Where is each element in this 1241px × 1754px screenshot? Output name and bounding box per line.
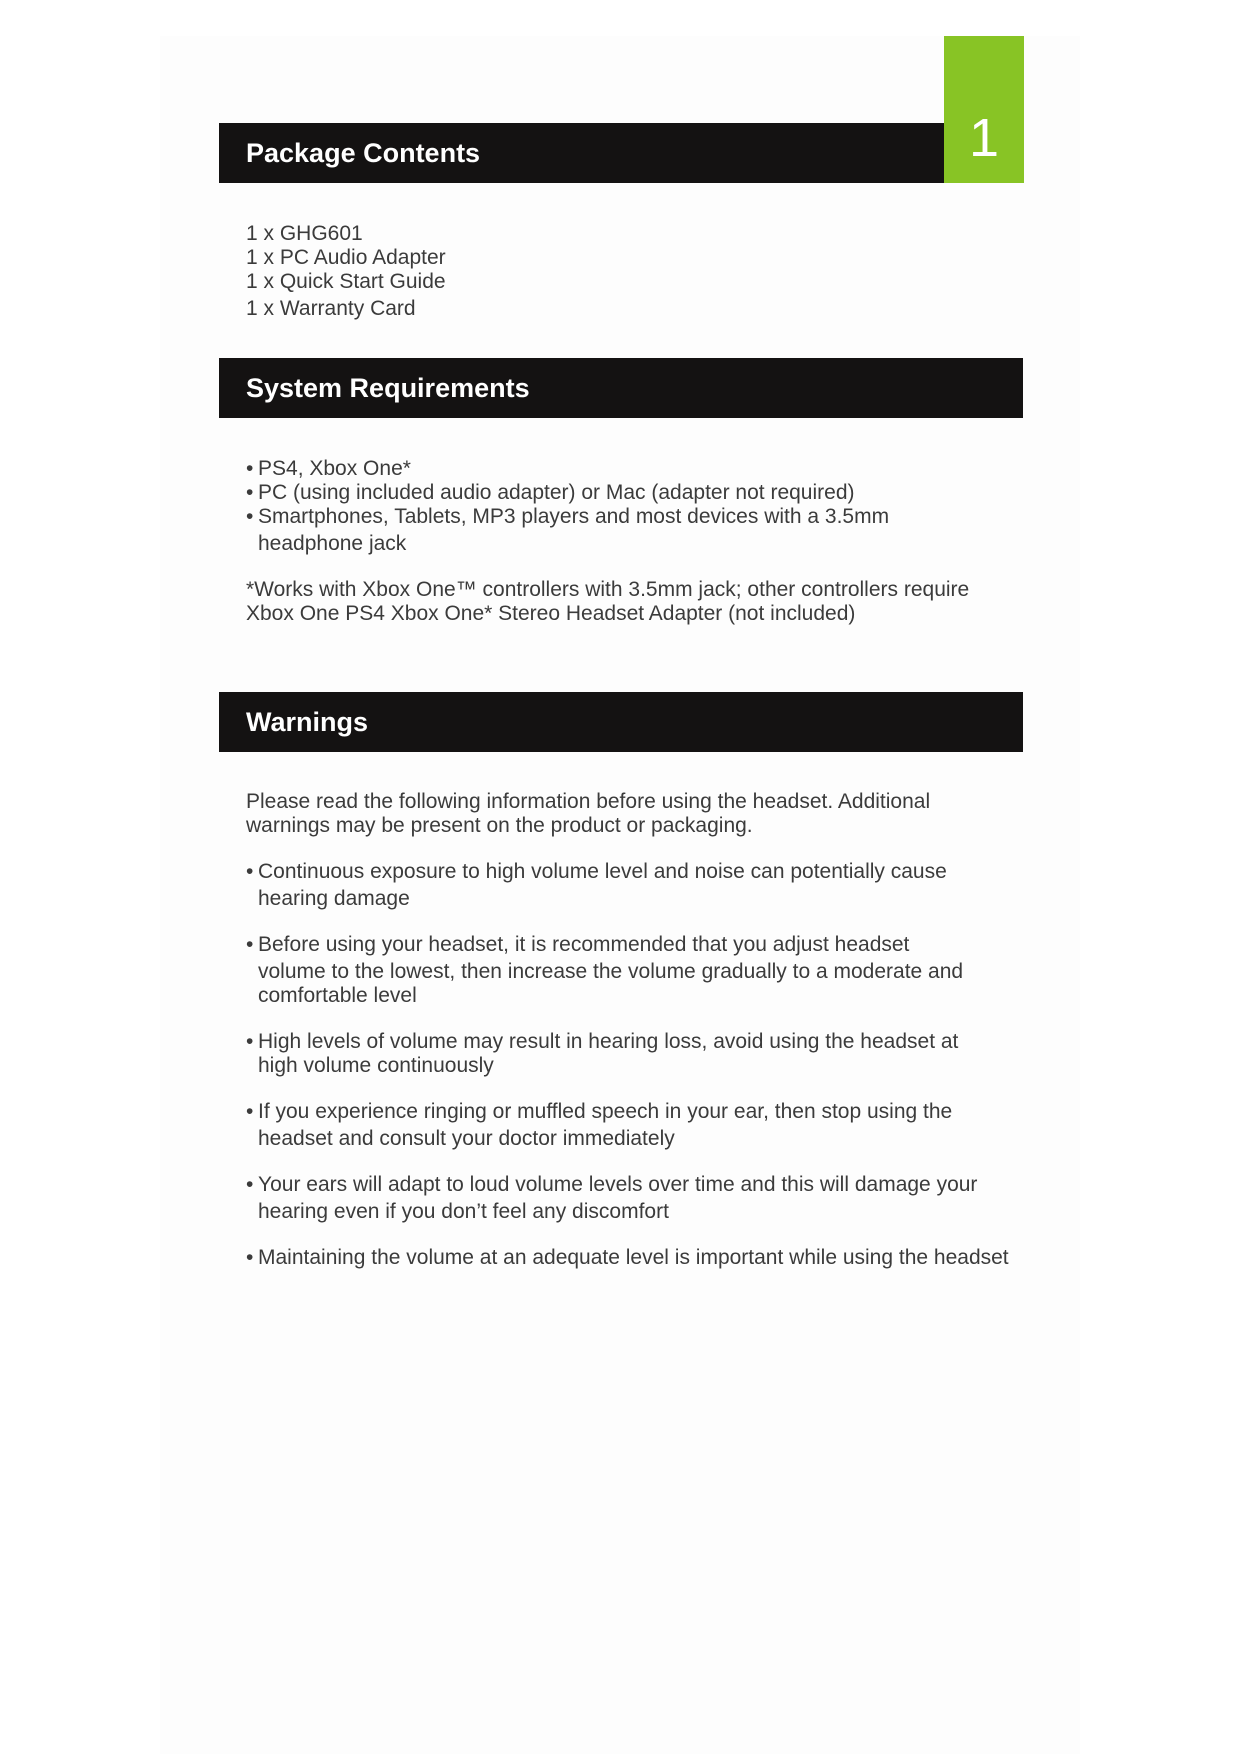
page-number: 1 xyxy=(968,108,1000,168)
requirements-footnote: *Works with Xbox One™ controllers with 3.5mm jack; other controllers require xyxy=(246,578,970,601)
system-requirements-header xyxy=(219,358,1023,418)
warnings-header xyxy=(219,692,1023,752)
package-item: 1 x PC Audio Adapter xyxy=(246,246,446,269)
warning-item: • Continuous exposure to high volume level and noise can potentially cause hearing damage xyxy=(246,860,947,910)
warnings-intro: warnings may be present on the product or packaging. xyxy=(246,814,753,837)
package-contents-list xyxy=(246,222,1026,321)
system-requirements-title: System Requirements xyxy=(246,372,530,403)
warnings-title: Warnings xyxy=(246,706,369,737)
warnings-intro: Please read the following information before using the headset. Additional xyxy=(246,790,931,813)
warning-item: • Maintaining the volume at an adequate level is important while using the headset xyxy=(246,1246,1009,1269)
requirement-item: • PC (using included audio adapter) or Mac (adapter not required) xyxy=(246,481,855,504)
package-contents-title: Package Contents xyxy=(246,137,481,168)
warning-item: • High levels of volume may result in hearing loss, avoid using the headset at high volume continuously xyxy=(246,1030,959,1077)
requirement-item: • PS4, Xbox One* xyxy=(246,457,411,480)
warning-item: • If you experience ringing or muffled speech in your ear, then stop using the headset and consult your doctor immediately xyxy=(246,1100,953,1150)
warning-item: • Your ears will adapt to loud volume levels over time and this will damage your hearing even if you don’t feel any discomfort xyxy=(246,1173,978,1223)
warning-item: • Before using your headset, it is recommended that you adjust headset volume to the lowest, then increase the volume gradually to a moderate and comfortable level xyxy=(246,933,964,1007)
package-item: 1 x GHG601 xyxy=(246,222,363,245)
warnings-content xyxy=(246,790,1026,1270)
package-item: 1 x Warranty Card xyxy=(246,297,416,320)
package-contents-header xyxy=(219,123,944,183)
system-requirements-list xyxy=(246,457,1026,626)
package-item: 1 x Quick Start Guide xyxy=(246,270,446,293)
requirement-item: • Smartphones, Tablets, MP3 players and most devices with a 3.5mm headphone jack xyxy=(246,505,890,555)
requirements-footnote: Xbox One PS4 Xbox One* Stereo Headset Adapter (not included) xyxy=(246,602,856,625)
page-number-tab xyxy=(944,36,1024,183)
